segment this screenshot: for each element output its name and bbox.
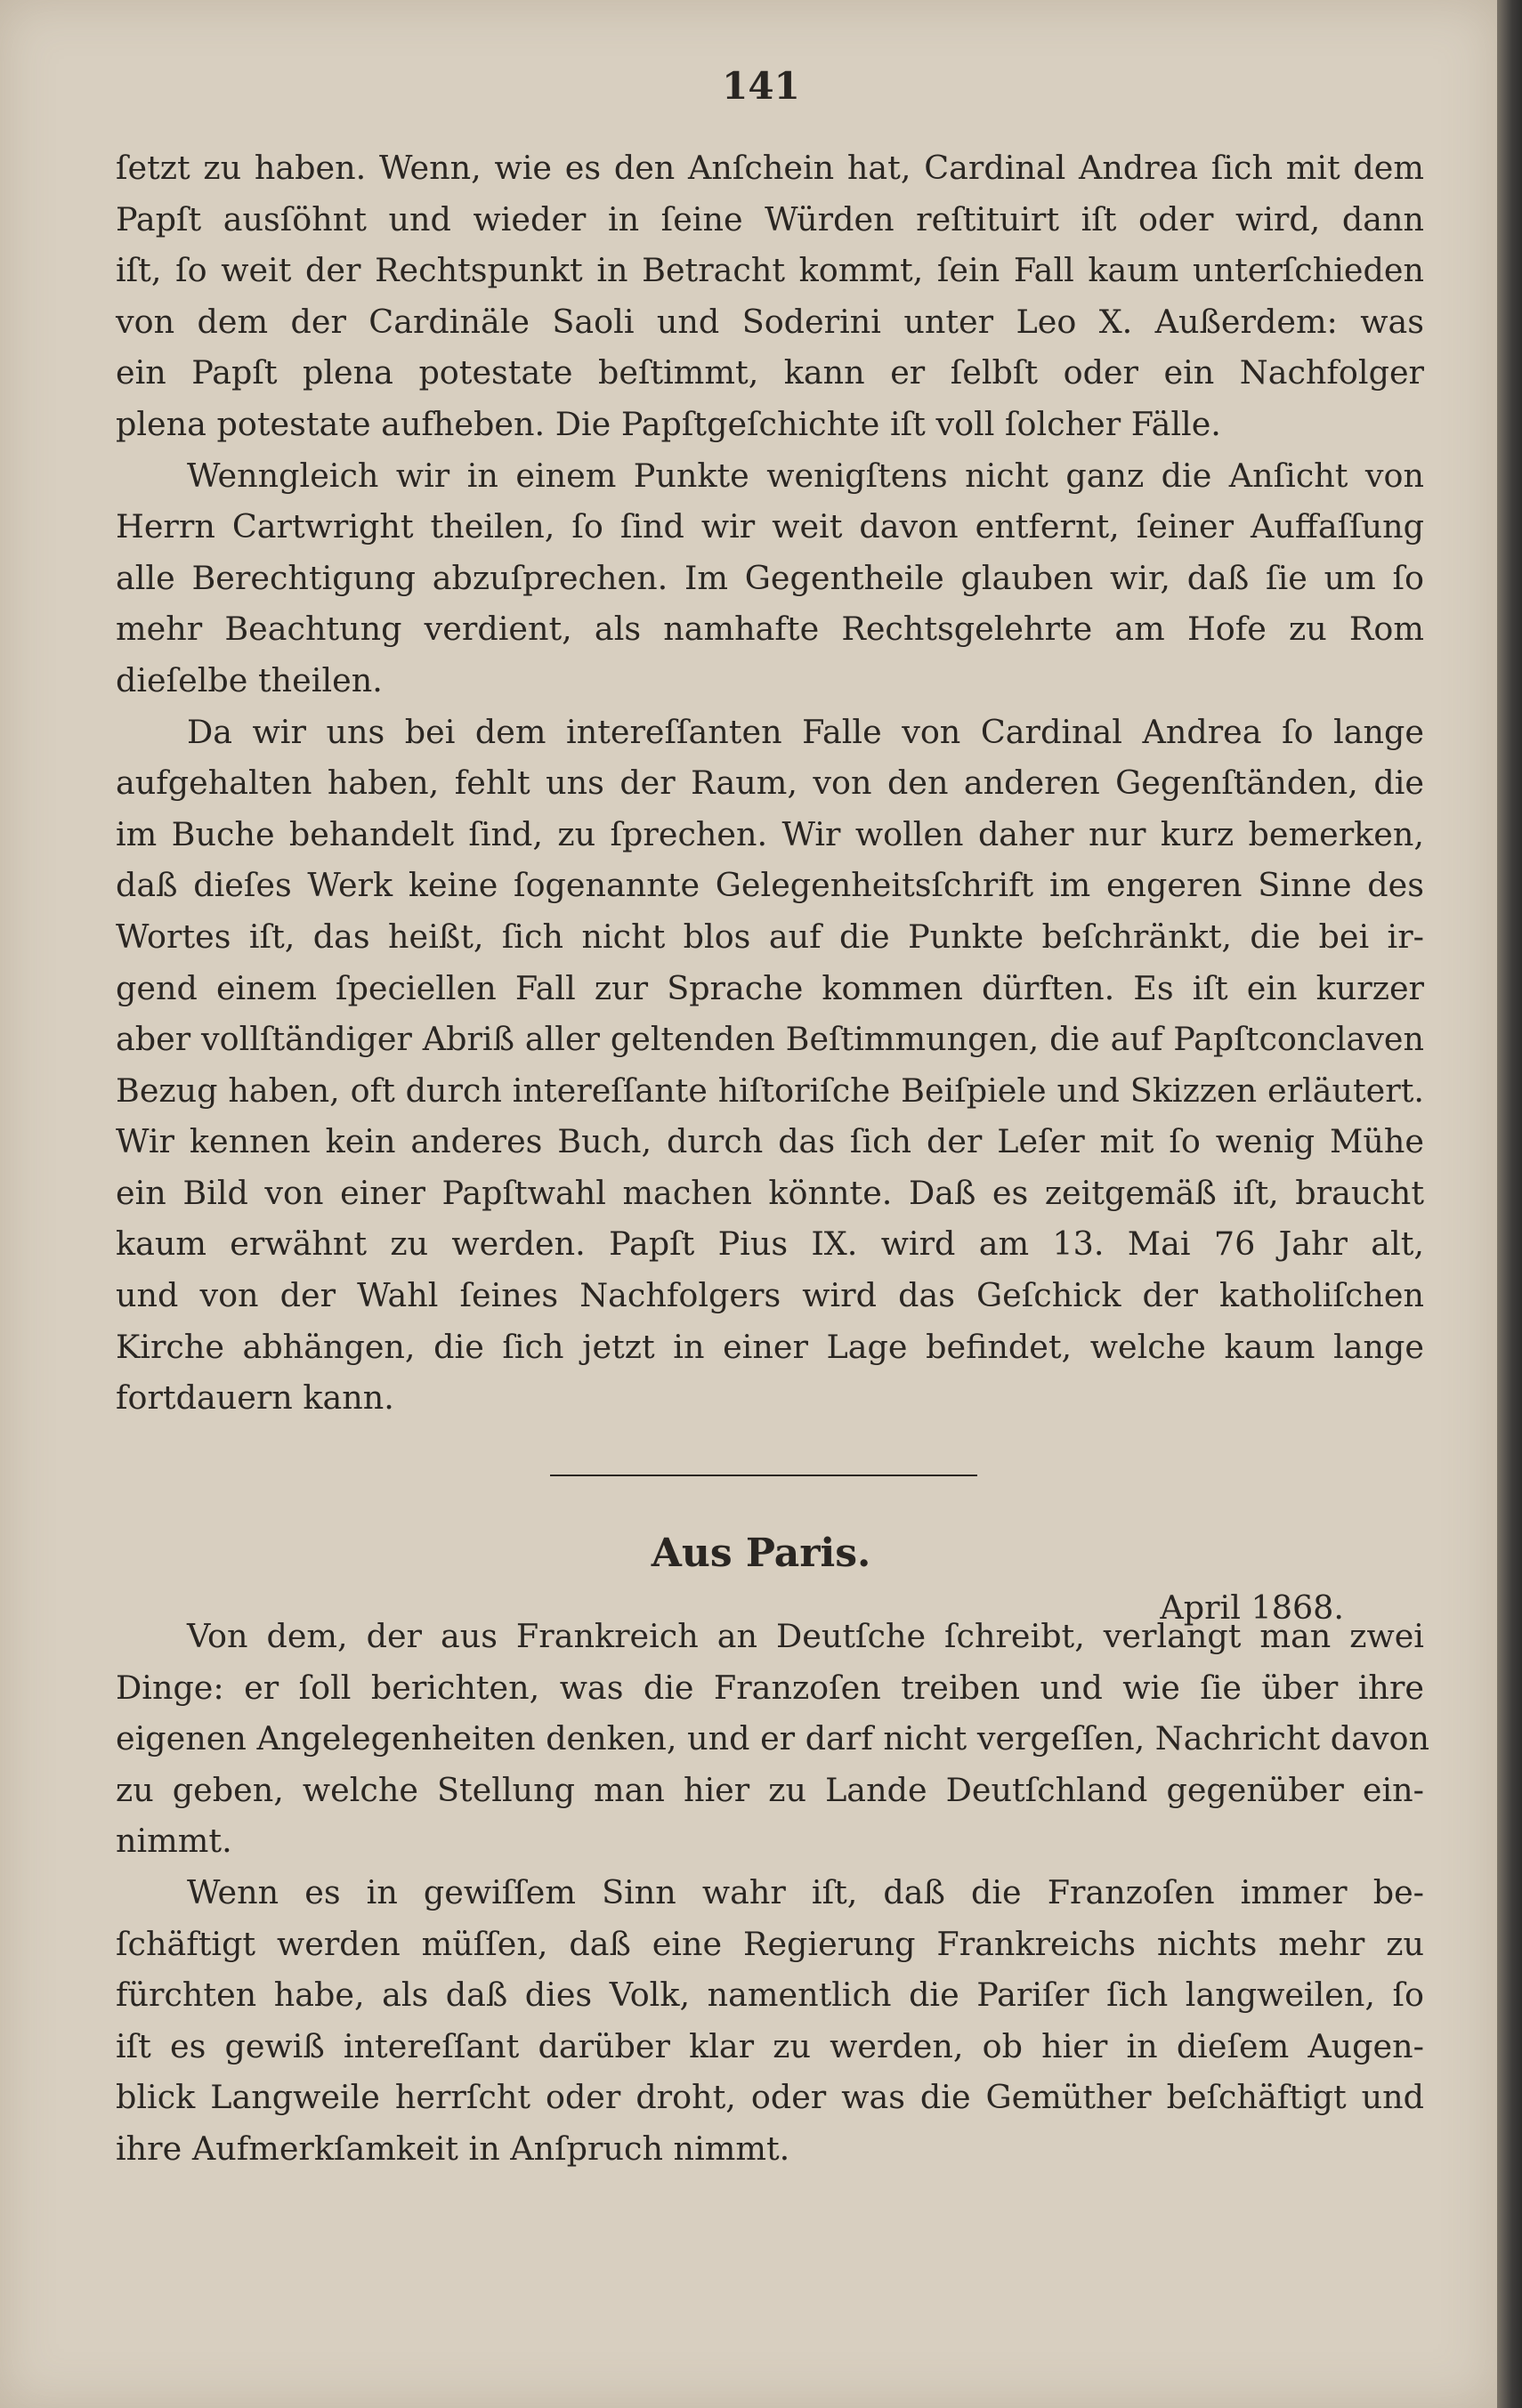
text-line: Bezug haben, oft durch intereſſante hiſtoriſche Beiſpiele und Skizzen erläutert. bbox=[116, 1071, 1424, 1110]
text-line: eigenen Angelegenheiten denken, und er darf nicht vergeſſen, Nachricht davon bbox=[116, 1719, 1430, 1758]
text-line: ein Bild von einer Papſtwahl machen könnte. Daß es zeitgemäß iſt, braucht bbox=[116, 1173, 1424, 1212]
text-line: im Buche behandelt ſind, zu ſprechen. Wir wollen daher nur kurz bemerken, bbox=[116, 814, 1424, 853]
text-line: von dem der Cardinäle Saoli und Soderini unter Leo X. Außerdem: was bbox=[116, 302, 1424, 341]
text-line: ihre Aufmerkſamkeit in Anſpruch nimmt. bbox=[116, 2129, 790, 2168]
text-line: alle Berechtigung abzuſprechen. Im Gegentheile glauben wir, daß ſie um ſo bbox=[116, 558, 1424, 597]
text-line: Herrn Cartwright theilen, ſo ſind wir weit davon entfernt, ſeiner Auffaſſung bbox=[116, 507, 1424, 546]
text-line: ſchäftigt werden müſſen, daß eine Regierung Frankreichs nichts mehr zu bbox=[116, 1924, 1424, 1963]
text-line: fortdauern kann. bbox=[116, 1378, 394, 1418]
text-line: Papſt ausſöhnt und wieder in ſeine Würden reſtituirt iſt oder wird, dann bbox=[116, 199, 1424, 238]
article-continuation bbox=[116, 142, 1424, 1424]
text-line: daß dieſes Werk keine ſogenannte Gelegenheitsſchrift im engeren Sinne des bbox=[116, 866, 1424, 905]
text-line: Wir kennen kein anderes Buch, durch das ſich der Leſer mit ſo wenig Mühe bbox=[116, 1122, 1424, 1161]
article-dateline: April 1868. bbox=[1160, 1588, 1344, 1627]
text-line: blick Langweile herrſcht oder droht, oder was die Gemüther beſchäftigt und bbox=[116, 2078, 1424, 2117]
text-line: Wortes iſt, das heißt, ſich nicht blos auf die Punkte beſchränkt, die bei ir- bbox=[116, 917, 1424, 956]
text-line: zu geben, welche Stellung man hier zu Lande Deutſchland gegenüber ein- bbox=[116, 1770, 1424, 1809]
text-line: Dinge: er ſoll berichten, was die Franzoſen treiben und wie ſie über ihre bbox=[116, 1668, 1424, 1707]
text-line: und von der Wahl ſeines Nachfolgers wird das Geſchick der katholiſchen bbox=[116, 1276, 1424, 1315]
text-line: mehr Beachtung verdient, als namhafte Rechtsgelehrte am Hofe zu Rom bbox=[116, 610, 1424, 649]
text-line: iſt es gewiß intereſſant darüber klar zu werden, ob hier in dieſem Augen- bbox=[116, 2026, 1424, 2065]
text-line: ſetzt zu haben. Wenn, wie es den Anſchein hat, Cardinal Andrea ſich mit dem bbox=[116, 149, 1424, 187]
text-line: dieſelbe theilen. bbox=[116, 660, 383, 699]
text-line: gend einem ſpeciellen Fall zur Sprache kommen dürften. Es iſt ein kurzer bbox=[116, 968, 1424, 1007]
text-line: aufgehalten haben, fehlt uns der Raum, von den anderen Gegenſtänden, die bbox=[116, 764, 1424, 803]
section-divider bbox=[550, 1475, 977, 1476]
text-line: Von dem, der aus Frankreich an Deutſche ſchreibt, verlangt man zwei bbox=[187, 1617, 1424, 1655]
book-spine bbox=[1497, 0, 1522, 2408]
text-line: Da wir uns bei dem intereſſanten Falle von Cardinal Andrea ſo lange bbox=[187, 712, 1424, 751]
article-body bbox=[116, 1611, 1430, 2175]
text-line: ein Papſt plena potestate beſtimmt, kann er ſelbſt oder ein Nachfolger bbox=[116, 353, 1424, 392]
text-line: Kirche abhängen, die ſich jetzt in einer Lage befindet, welche kaum lange bbox=[116, 1327, 1424, 1366]
text-line: plena potestate aufheben. Die Papſtgeſchichte iſt voll ſolcher Fälle. bbox=[116, 404, 1221, 443]
text-line: fürchten habe, als daß dies Volk, namentlich die Pariſer ſich langweilen, ſo bbox=[116, 1976, 1424, 2015]
page-number: 141 bbox=[722, 64, 800, 108]
text-line: Wenn es in gewiſſem Sinn wahr iſt, daß die Franzoſen immer be- bbox=[187, 1872, 1424, 1911]
text-line: iſt, ſo weit der Rechtspunkt in Betracht kommt, ſein Fall kaum unterſchieden bbox=[116, 251, 1424, 290]
article-heading: Aus Paris. bbox=[651, 1531, 871, 1576]
text-line: aber vollſtändiger Abriß aller geltenden Beſtimmungen, die auf Papſtconclaven bbox=[116, 1020, 1424, 1059]
text-line: kaum erwähnt zu werden. Papſt Pius IX. wird am 13. Mai 76 Jahr alt, bbox=[116, 1224, 1424, 1264]
text-line: Wenngleich wir in einem Punkte wenigſtens nicht ganz die Anſicht von bbox=[187, 456, 1424, 495]
text-line: nimmt. bbox=[116, 1822, 232, 1861]
